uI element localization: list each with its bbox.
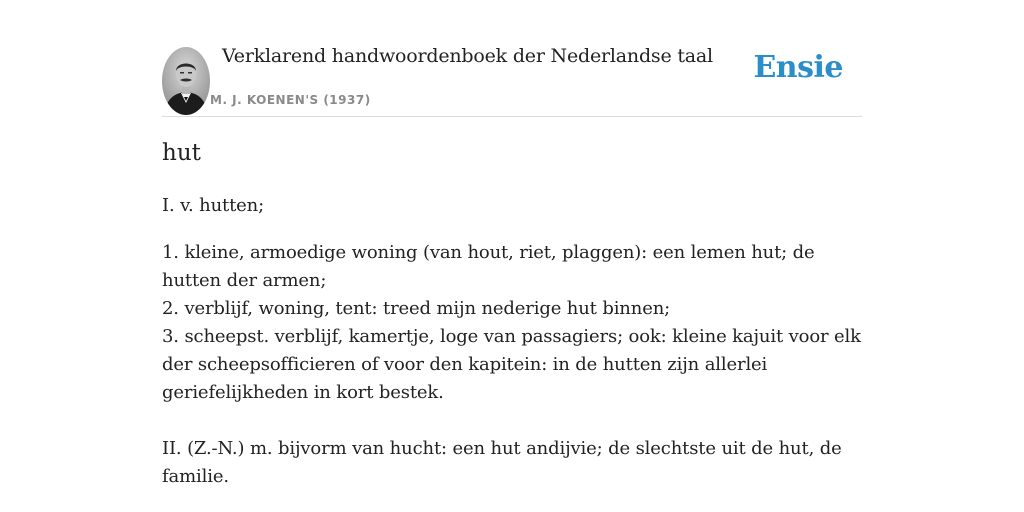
sense-1-item: 1. kleine, armoedige woning (van hout, riet, plaggen): een lemen hut; de hutten der armen; [162,242,815,291]
sense-1-item: 2. verblijf, woning, tent: treed mijn nederige hut binnen; [162,298,671,319]
book-title: Verklarend handwoordenboek der Nederlandse taal [222,45,713,67]
dictionary-header [162,0,862,117]
sense-2: II. (Z.-N.) m. bijvorm van hucht: een hut andijvie; de slechtste uit de hut, de familie. [162,438,842,487]
ensie-logo[interactable]: Ensie [753,50,843,85]
page [162,0,862,512]
entry-definition [162,192,862,491]
author-portrait-icon [162,47,210,115]
entry-headword: hut [162,140,201,166]
book-author: M. J. KOENEN'S (1937) [210,93,371,107]
sense-1-item: 3. scheepst. verblijf, kamertje, loge van passagiers; ook: kleine kajuit voor elk der scheepsofficieren of voor den kapitein: in de hutten zijn allerlei geriefelijkheden in kort bestek. [162,326,861,403]
sense-1-grammar: I. v. hutten; [162,195,265,216]
